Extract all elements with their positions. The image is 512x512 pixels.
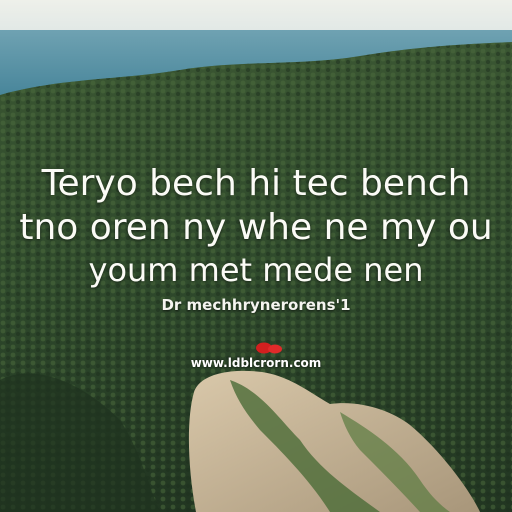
sky (0, 0, 512, 32)
quote-line-2: tno oren ny whe ne my ou (19, 207, 493, 248)
quote-attribution: Dr mechhrynerorens'1 (161, 296, 351, 314)
watermark-url: www.ldblcrorn.com (190, 356, 322, 370)
quote-line-1: Teryo bech hi tec bench (41, 163, 471, 204)
quote-line-3: youm met mede nen (88, 251, 424, 289)
watermark-logo-icon (255, 341, 283, 355)
